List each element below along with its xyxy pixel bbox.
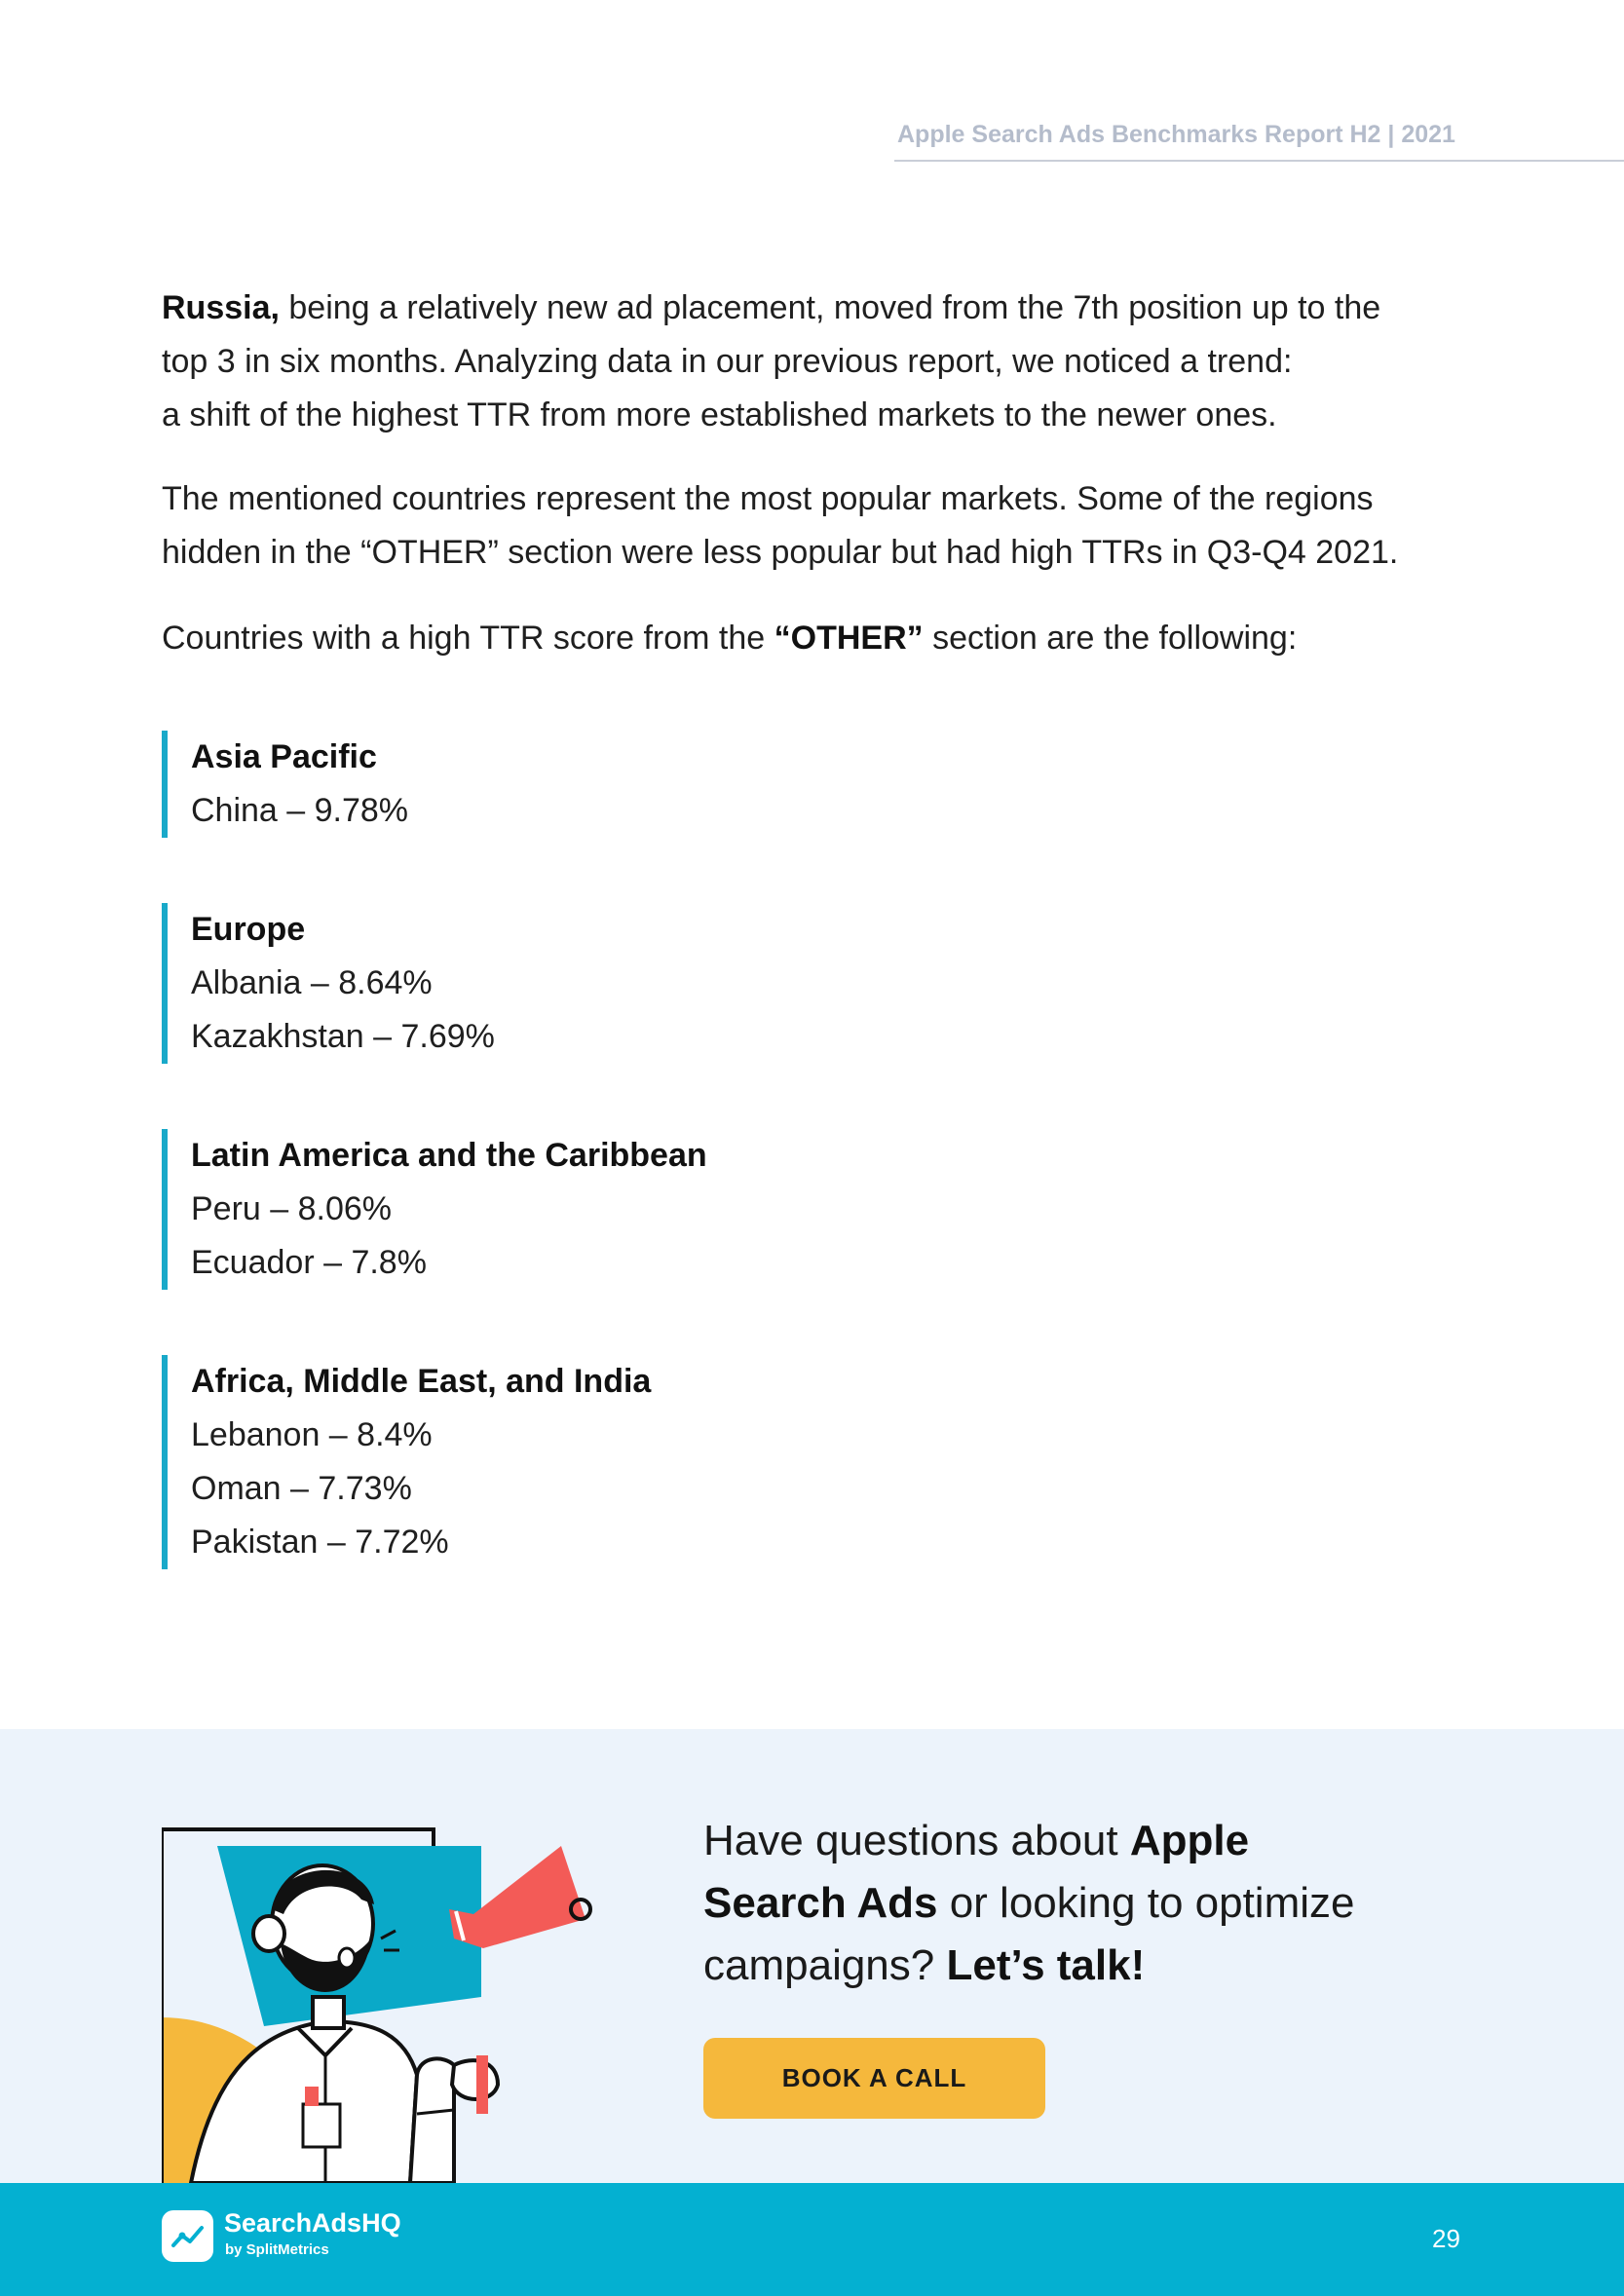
cta-search-ads-bold: Search Ads: [703, 1879, 938, 1927]
cta-apple-bold: Apple: [1129, 1817, 1250, 1864]
book-a-call-button[interactable]: BOOK A CALL: [703, 2038, 1045, 2119]
country-item: Peru – 8.06%: [191, 1190, 393, 1227]
country-item: Oman – 7.73%: [191, 1470, 412, 1507]
country-item: Lebanon – 8.4%: [191, 1416, 433, 1453]
p3-pre: Countries with a high TTR score from the: [162, 620, 774, 657]
searchadshq-logo-icon: [162, 2210, 213, 2262]
header-divider: [894, 160, 1624, 162]
report-header-title: Apple Search Ads Benchmarks Report H2 | 2021: [897, 121, 1455, 148]
footer-bar: [0, 2183, 1624, 2296]
p2-line2: hidden in the “OTHER” section were less popular but had high TTRs in Q3-Q4 2021.: [162, 534, 1399, 571]
cta-line3: campaigns?: [703, 1941, 947, 1989]
other-bold: “OTHER”: [774, 620, 924, 657]
p1-line3: a shift of the highest TTR from more established markets to the newer ones.: [162, 396, 1277, 433]
cta-line2: or looking to optimize: [937, 1879, 1355, 1927]
megaphone-person-illustration: [162, 1822, 610, 2183]
p3-post: section are the following:: [923, 620, 1298, 657]
region-europe: [162, 903, 495, 1064]
country-item: Ecuador – 7.8%: [191, 1244, 427, 1281]
country-item: China – 9.78%: [191, 792, 409, 829]
paragraph-russia: [162, 282, 1467, 442]
p1-line1: being a relatively new ad placement, moved from the 7th position up to the: [279, 289, 1381, 326]
cta-lets-talk-bold: Let’s talk!: [946, 1941, 1146, 1989]
logo-name: SearchAdsHQ: [224, 2208, 401, 2238]
p1-line2: top 3 in six months. Analyzing data in our previous report, we noticed a trend:: [162, 343, 1293, 380]
region-africa-middle-east-india: [162, 1355, 651, 1569]
p2-line1: The mentioned countries represent the most popular markets. Some of the regions: [162, 480, 1374, 517]
country-item: Albania – 8.64%: [191, 964, 433, 1001]
page-number: 29: [1432, 2224, 1460, 2253]
region-asia-pacific: [162, 731, 408, 838]
country-item: Pakistan – 7.72%: [191, 1524, 449, 1561]
region-title: Asia Pacific: [191, 738, 377, 775]
country-item: Kazakhstan – 7.69%: [191, 1018, 495, 1055]
region-title: Africa, Middle East, and India: [191, 1363, 652, 1400]
cta-headline: [703, 1810, 1444, 1997]
logo-subtitle: by SplitMetrics: [225, 2241, 329, 2258]
region-title: Latin America and the Caribbean: [191, 1137, 707, 1174]
cta-line1: Have questions about: [703, 1817, 1130, 1864]
paragraph-markets: [162, 472, 1467, 580]
region-title: Europe: [191, 911, 306, 948]
paragraph-other-intro: [162, 612, 1467, 665]
russia-bold: Russia,: [162, 289, 280, 326]
region-latin-america: [162, 1129, 707, 1290]
